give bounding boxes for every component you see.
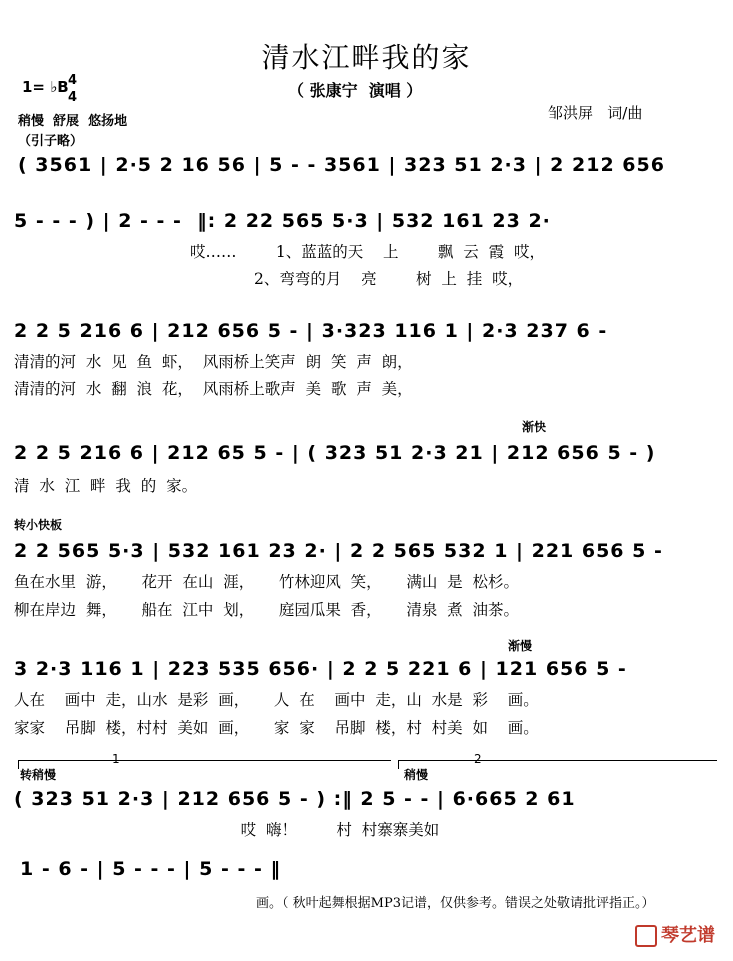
ritardando-mark: 渐慢 <box>508 639 533 653</box>
time-signature-top: 4 <box>68 73 78 88</box>
score-row-4: 2 2 5 216 6 | 212 65 5 - | ( 323 51 2·3 21 | 212 656 5 - ) <box>14 442 656 464</box>
time-signature-bottom: 4 <box>68 90 78 105</box>
singer-credit: （ 张康宁 演唱 ） <box>288 81 423 100</box>
score-row-2: 5 - - - ) | 2 - - - ‖: 2 22 565 5·3 | 532 161 23 2· <box>14 210 551 232</box>
page-title: 清水江畔我的家 <box>261 41 472 74</box>
lyric-row-3-verse2: 清清的河 水 翻 浪 花， 风雨桥上歌声 美 歌 声 美， <box>14 380 413 398</box>
tempo-change-faster: 转小快板 <box>14 518 63 532</box>
lyric-row-7: 哎 嗨！ 村 村寨寨美如 <box>14 821 440 839</box>
tempo-marking: 稍慢 舒展 悠扬地 <box>18 114 128 129</box>
volta-2-number: 2 <box>474 752 482 766</box>
lyric-row-5-verse2: 柳在岸边 舞， 船在 江中 划， 庭园瓜果 香， 清泉 煮 油茶。 <box>14 601 520 619</box>
score-row-5: 2 2 565 5·3 | 532 161 23 2· | 2 2 565 532 1 | 221 656 5 - <box>14 540 663 562</box>
lyric-row-4: 清 水 江 畔 我 的 家。 <box>14 477 198 495</box>
site-logo[interactable] <box>622 900 715 947</box>
volta-1-number: 1 <box>112 752 120 766</box>
score-row-7: ( 323 51 2·3 | 212 656 5 - ) :‖ 2 5 - - | 6·665 2 61 <box>14 788 576 810</box>
author-credit: 邹洪屏 词/曲 <box>548 104 643 122</box>
tempo-change-slower-a: 转稍慢 <box>20 768 57 782</box>
lyric-row-3-verse1: 清清的河 水 见 鱼 虾， 风雨桥上笑声 朗 笑 声 朗， <box>14 353 413 371</box>
footer-note: 画。（ 秋叶起舞根据MP3记谱，仅供参考。错误之处敬请批评指正。） <box>256 896 655 911</box>
lyric-row-5-verse1: 鱼在水里 游， 花开 在山 涯， 竹林迎风 笑， 满山 是 松杉。 <box>14 573 520 591</box>
logo-icon <box>635 925 657 947</box>
tempo-change-slower-b: 稍慢 <box>404 768 429 782</box>
volta-2-bracket <box>398 760 717 769</box>
logo-text: 琴艺谱 <box>661 925 715 946</box>
score-row-6: 3 2·3 116 1 | 223 535 656· | 2 2 5 221 6 | 121 656 5 - <box>14 658 627 680</box>
lyric-row-6-verse2: 家家 吊脚 楼，村村 美如 画， 家 家 吊脚 楼，村 村美 如 画。 <box>14 719 539 737</box>
volta-1-bracket <box>18 760 391 769</box>
key-signature: 1= ♭B <box>22 78 69 96</box>
lyric-row-2-verse1: 哎…… 1、蓝蓝的天 上 飘 云 霞 哎， <box>190 243 545 261</box>
score-row-1: ( 3561 | 2·5 2 16 56 | 5 - - 3561 | 323 51 2·3 | 2 212 656 <box>18 154 665 176</box>
intro-note: （引子略） <box>18 134 84 149</box>
lyric-row-2-verse2: 2、弯弯的月 亮 树 上 挂 哎， <box>190 270 524 288</box>
accelerando-mark: 渐快 <box>522 420 547 434</box>
lyric-row-6-verse1: 人在 画中 走，山水 是彩 画， 人 在 画中 走，山 水是 彩 画。 <box>14 691 539 709</box>
score-row-3: 2 2 5 216 6 | 212 656 5 - | 3·323 116 1 | 2·3 237 6 - <box>14 320 608 342</box>
score-row-8: 1 - 6 - | 5 - - - | 5 - - - ‖ <box>20 858 281 880</box>
